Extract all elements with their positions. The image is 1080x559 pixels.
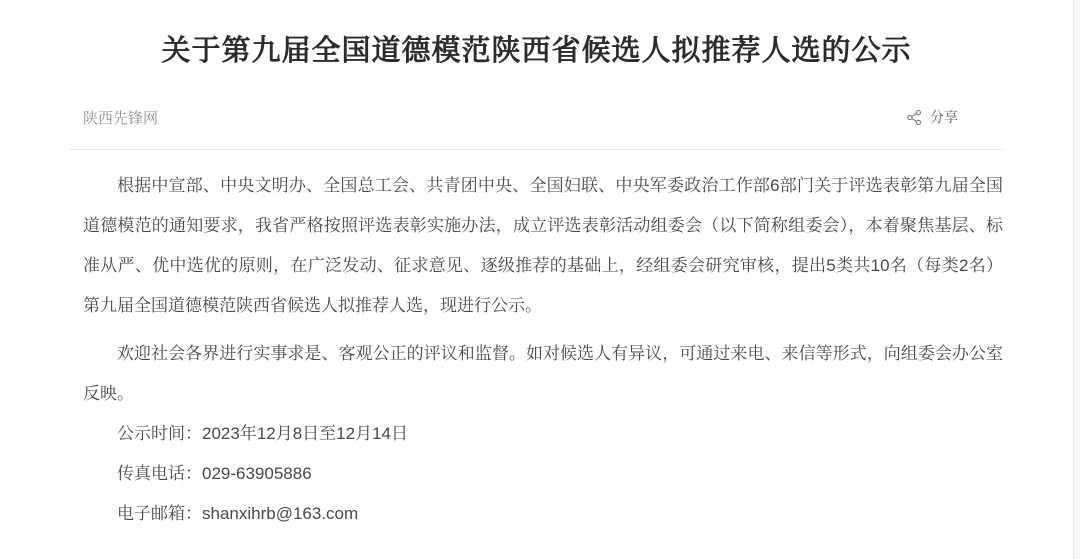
article-paragraph: 根据中宣部、中央文明办、全国总工会、共青团中央、全国妇联、中央军委政治工作部6部门关于评选表彰第九届全国道德模范的通知要求，我省严格按照评选表彰实施办法，成立评选表彰活动组委会（以下简称组委会），本着聚焦基层、标准从严、优中选优的原则，在广泛发动、征求意见、逐级推荐的基础上，经组委会研究审核，提出5类共10名（每类2名）第九届全国道德模范陕西省候选人拟推荐人选，现进行公示。: [83, 176, 1003, 315]
article-source: 陕西先锋网: [83, 109, 159, 127]
fax-number-line: [83, 454, 1003, 494]
fax-number-value: 029-63905886: [202, 464, 312, 483]
meta-divider: [70, 149, 1003, 150]
share-icon: [906, 109, 923, 126]
article-paragraph: 欢迎社会各界进行实事求是、客观公正的评议和监督。如对候选人有异议，可通过来电、来信等形式，向组委会办公室反映。: [83, 344, 1003, 403]
publicity-period-label: 公示时间：: [117, 424, 202, 443]
article-body: [70, 166, 1003, 534]
email-label: 电子邮箱：: [117, 504, 202, 523]
share-button[interactable]: [906, 107, 958, 127]
email-value: shanxihrb@163.com: [202, 504, 359, 523]
article-meta-row: [70, 104, 1003, 130]
share-button-label: 分享: [930, 109, 958, 125]
publicity-period-value: 2023年12月8日至12月14日: [202, 424, 409, 443]
page-title: 关于第九届全国道德模范陕西省候选人拟推荐人选的公示: [161, 35, 912, 67]
fax-number-label: 传真电话：: [117, 464, 202, 483]
email-line: [83, 494, 1003, 534]
publicity-period-line: [83, 414, 1003, 454]
